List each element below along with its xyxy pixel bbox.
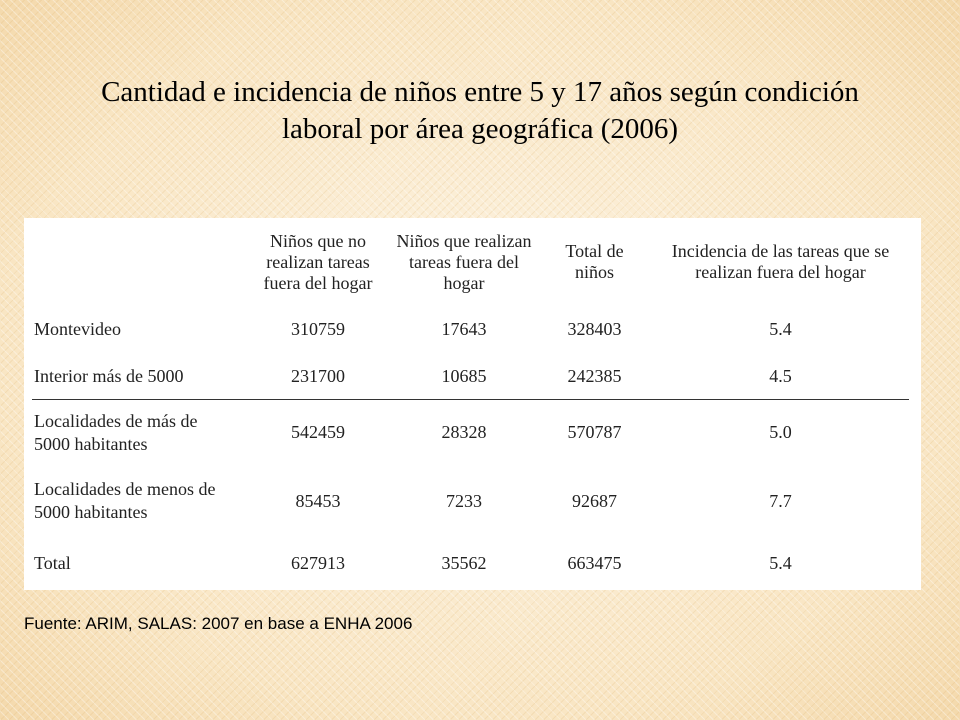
table-row <box>32 306 909 353</box>
cell-no-realizan: 542459 <box>245 400 391 466</box>
header-incidencia: Incidencia de las tareas que se realizan fuera del hogar <box>671 241 890 282</box>
cell-realizan: 17643 <box>441 319 487 339</box>
cell-realizan: 7233 <box>446 490 482 511</box>
table-row <box>32 465 909 537</box>
row-label: Localidades de menos de 5000 habitantes <box>34 479 216 522</box>
cell-total: 570787 <box>537 400 652 466</box>
cell-total: 663475 <box>567 552 622 573</box>
cell-total: 242385 <box>567 365 622 386</box>
cell-realizan: 28328 <box>391 400 537 466</box>
slide-title <box>40 74 920 148</box>
slide-title-line-1: Cantidad e incidencia de niños entre 5 y 17 años según condición <box>101 76 859 108</box>
header-area <box>32 218 245 306</box>
cell-realizan: 35562 <box>441 552 487 573</box>
row-label: Localidades de más de 5000 habitantes <box>32 400 245 466</box>
header-no-realizan: Niños que no realizan tareas fuera del hogar <box>263 230 373 293</box>
slide-title-line-2: laboral por área geográfica (2006) <box>281 113 679 145</box>
cell-incidencia: 5.4 <box>769 319 792 339</box>
row-label: Montevideo <box>34 319 121 339</box>
cell-realizan: 10685 <box>441 365 487 386</box>
table-header-row <box>32 218 909 306</box>
table-row <box>32 353 909 400</box>
cell-no-realizan: 231700 <box>291 365 345 386</box>
data-table <box>32 218 909 589</box>
cell-incidencia: 5.0 <box>652 400 909 466</box>
table-panel <box>24 218 921 590</box>
cell-incidencia: 7.7 <box>769 490 792 511</box>
cell-no-realizan: 85453 <box>295 490 341 511</box>
cell-no-realizan: 310759 <box>291 319 345 339</box>
table-row <box>32 400 909 466</box>
cell-total: 92687 <box>572 490 617 511</box>
header-total: Total de niños <box>565 241 624 282</box>
cell-no-realizan: 627913 <box>291 552 345 573</box>
cell-total: 328403 <box>567 319 622 339</box>
row-label: Total <box>34 552 71 573</box>
header-realizan: Niños que realizan tareas fuera del hogar <box>396 230 532 293</box>
source-note: Fuente: ARIM, SALAS: 2007 en base a ENHA 2006 <box>24 614 413 633</box>
table-row <box>32 537 909 589</box>
cell-incidencia: 5.4 <box>769 552 792 573</box>
cell-incidencia: 4.5 <box>769 365 792 386</box>
row-label: Interior más de 5000 <box>34 365 184 386</box>
